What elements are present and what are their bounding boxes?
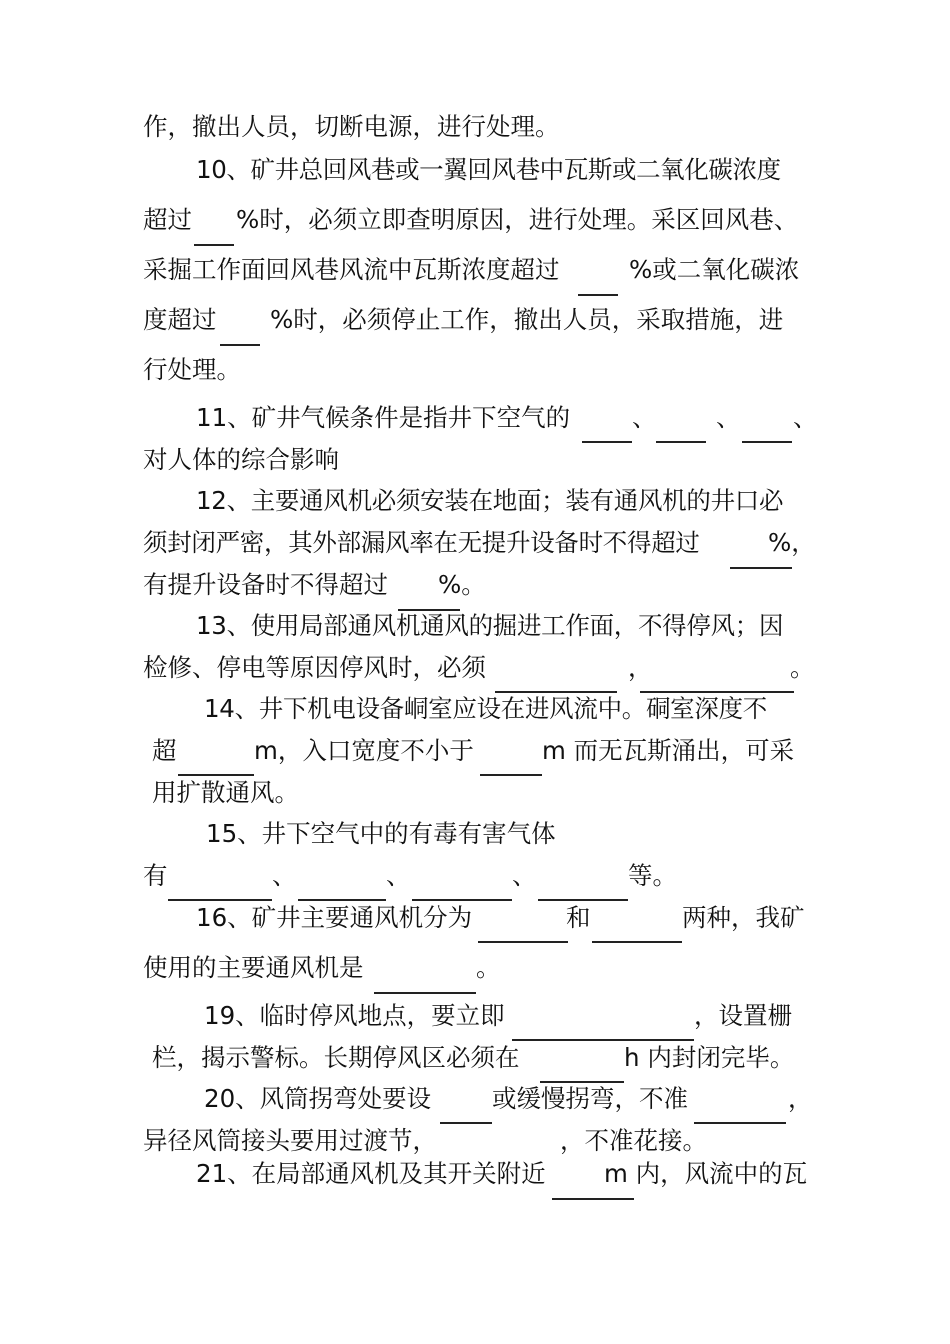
text-fragment: 栏，揭示警标。长期停风区必须在: [152, 1043, 520, 1072]
blank-line[interactable]: [730, 567, 792, 569]
text-fragment: 对人体的综合影响: [143, 445, 339, 474]
blank-line[interactable]: [538, 899, 628, 901]
blank-line[interactable]: [168, 899, 272, 901]
text-fragment: 。: [476, 953, 501, 982]
text-fragment: m 而无瓦斯涌出，可采: [542, 736, 795, 765]
text-fragment: h 内封闭完毕。: [624, 1043, 795, 1072]
text-fragment: 用扩散通风。: [152, 778, 299, 807]
question-15: 15、井下空气中的有毒有害气体: [206, 819, 556, 848]
blank-line[interactable]: [512, 1039, 694, 1041]
text-fragment: 、: [793, 403, 818, 432]
question-21: 21、在局部通风机及其开关附近: [196, 1159, 546, 1188]
text-fragment: ，设置栅: [694, 1001, 792, 1030]
text-fragment: 异径风筒接头要用过渡节，: [143, 1126, 437, 1155]
text-fragment: 度超过: [143, 305, 217, 334]
blank-line[interactable]: [694, 1122, 786, 1124]
text-fragment: ，: [628, 653, 653, 682]
text-fragment: 有: [143, 861, 168, 890]
text-fragment: 。: [790, 653, 815, 682]
blank-line[interactable]: [540, 1081, 624, 1083]
text-fragment: 或缓慢拐弯，不准: [492, 1084, 688, 1113]
question-16: 16、矿井主要通风机分为: [196, 903, 473, 932]
text-fragment: 行处理。: [143, 355, 241, 384]
question-11: 11、矿井气候条件是指井下空气的: [196, 403, 571, 432]
question-19: 19、临时停风地点，要立即: [204, 1001, 505, 1030]
text-fragment: 两种，我矿: [682, 903, 805, 932]
text-fragment: %。: [438, 570, 486, 599]
text-fragment: %时，必须立即查明原因，进行处理。采区回风巷、: [236, 205, 799, 234]
blank-line[interactable]: [178, 774, 254, 776]
text-fragment: 有提升设备时不得超过: [143, 570, 388, 599]
text-fragment: 超过: [143, 205, 192, 234]
text-fragment: 使用的主要通风机是: [143, 953, 364, 982]
blank-line[interactable]: [582, 441, 632, 443]
text-fragment: m 内，风流中的瓦: [604, 1159, 808, 1188]
text-fragment: 、: [272, 861, 297, 890]
blank-line[interactable]: [640, 691, 794, 693]
text-fragment: 等。: [628, 861, 677, 890]
text-fragment: %时，必须停止工作，撤出人员，采取措施，进: [270, 305, 784, 334]
line-1: 作，撤出人员，切断电源，进行处理。: [143, 112, 560, 141]
question-14: 14、井下机电设备峒室应设在进风流中。硐室深度不: [204, 694, 767, 723]
text-fragment: %，: [768, 528, 816, 557]
blank-line[interactable]: [374, 992, 476, 994]
blank-line[interactable]: [552, 1198, 634, 1200]
text-fragment: 、: [386, 861, 411, 890]
text-fragment: 和: [566, 903, 591, 932]
text-fragment: 须封闭严密，其外部漏风率在无提升设备时不得超过: [143, 528, 700, 557]
blank-line[interactable]: [440, 1122, 492, 1124]
question-20: 20、风筒拐弯处要设: [204, 1084, 432, 1113]
text-fragment: 、: [632, 403, 657, 432]
blank-line[interactable]: [742, 441, 792, 443]
text-fragment: 检修、停电等原因停风时，必须: [143, 653, 486, 682]
text-fragment: %或二氧化碳浓: [629, 255, 800, 284]
blank-line[interactable]: [656, 441, 706, 443]
blank-line[interactable]: [495, 691, 617, 693]
text-fragment: 、: [716, 403, 741, 432]
text-fragment: ，不准花接。: [560, 1126, 707, 1155]
blank-line[interactable]: [592, 941, 682, 943]
blank-line[interactable]: [298, 899, 386, 901]
question-13: 13、使用局部通风机通风的掘进工作面，不得停风；因: [196, 611, 784, 640]
text-fragment: 采掘工作面回风巷风流中瓦斯浓度超过: [143, 255, 560, 284]
blank-line[interactable]: [412, 899, 512, 901]
question-10: 10、矿井总回风巷或一翼回风巷中瓦斯或二氧化碳浓度: [196, 155, 781, 184]
blank-line[interactable]: [220, 344, 260, 346]
blank-line[interactable]: [578, 294, 618, 296]
text-fragment: 、: [512, 861, 537, 890]
question-12: 12、主要通风机必须安装在地面；装有通风机的井口必: [196, 486, 784, 515]
blank-line[interactable]: [478, 941, 568, 943]
blank-line[interactable]: [194, 244, 234, 246]
text-fragment: ，: [788, 1084, 813, 1113]
text-fragment: m，入口宽度不小于: [254, 736, 474, 765]
text-fragment: 超: [152, 736, 177, 765]
blank-line[interactable]: [480, 774, 542, 776]
